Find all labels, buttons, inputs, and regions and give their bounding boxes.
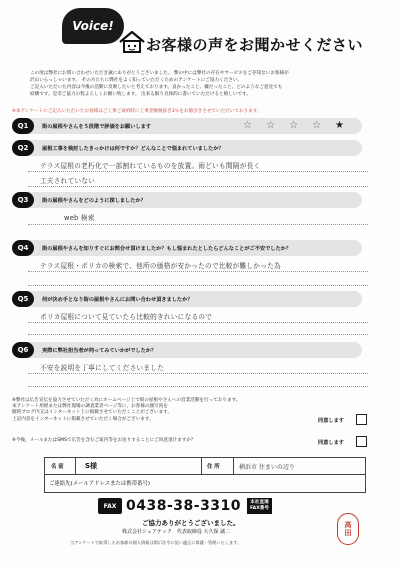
answer-q2-line-1: テラス屋根の老朽化で一部割れているものを放置。雨どいも間隔が長く: [40, 162, 261, 170]
fax-number: 0438-38-3310: [126, 498, 242, 514]
consent-text-2: ※今後、メールまたはSMSで広告を含むご案内等をお送りすることにご同意頂けますか？: [12, 438, 196, 443]
discount-notice: ※本アンケートにご記入いただいたお客様はご工事ご成約時に工事金額税抜き3％をお値引きさせていただいております。: [12, 109, 262, 114]
address-label: 住 所: [207, 464, 220, 470]
consent-line: ※弊社は広告宣伝を協力させていただく為にホームページ上で街の屋根やさんへの営業活動を行っております。: [12, 398, 241, 403]
fax-side-line: FAX番号: [250, 506, 269, 511]
answer-rule: [28, 334, 368, 335]
fax-side-label: [247, 498, 272, 514]
question-3: [12, 192, 362, 208]
star-icon[interactable]: ☆: [289, 120, 299, 131]
answer-rule: [28, 285, 368, 286]
agree-checkbox-2[interactable]: [356, 436, 367, 447]
question-text: 街の屋根やさんを５段階で評価をお願いします: [42, 123, 151, 130]
answer-rule: [28, 322, 368, 323]
consent-line: 上記内容をインターネットに掲載させていただく場合がございます。: [12, 416, 154, 422]
question-6: [12, 342, 362, 358]
answer-q6: 不安を説明を丁寧にしてくださいました: [40, 364, 165, 372]
question-number: Q2: [12, 140, 34, 156]
answer-rule: [28, 271, 368, 272]
answer-rule: [28, 171, 368, 172]
question-4: [12, 240, 362, 256]
star-icon-filled[interactable]: ★: [335, 120, 344, 131]
hanko-seal: [337, 513, 359, 545]
address-field[interactable]: 横浜市 住まいの辺り: [239, 464, 295, 471]
fax-side-line: 本社直通: [250, 500, 269, 505]
intro-line: 結構です。是非ご協力の程よろしくお願い致します。 出来る限り具体的に書いていただけると嬉しいです。: [30, 92, 251, 97]
consent-line: 本アンケート用紙または弊社現場の調査業者ページ等に、お客様の顔写真を: [12, 404, 168, 410]
contact-label: ご連絡先(メールアドレスまたは携帯番号): [49, 481, 150, 487]
fax-tag: FAX: [98, 498, 122, 514]
name-label: 名 前: [51, 464, 64, 470]
answer-q2-line-2: 工夫されていない: [40, 177, 96, 185]
question-number: Q3: [12, 192, 34, 208]
rating-stars[interactable]: [243, 120, 344, 132]
answer-q4: テラス屋根・ポリカの検索で、他所の価格が安かったので比較が難しかった為: [40, 262, 281, 270]
question-2: [12, 140, 362, 156]
star-icon[interactable]: ☆: [243, 120, 253, 131]
consent-text-1: [12, 398, 312, 423]
divider: [45, 474, 365, 475]
thanks-text: ご協力ありがとうございました。: [142, 519, 240, 527]
question-1: [12, 118, 362, 134]
question-number: Q4: [12, 240, 34, 256]
question-5: [12, 291, 362, 307]
question-number: Q6: [12, 342, 34, 358]
question-number: Q5: [12, 291, 34, 307]
answer-rule: [28, 386, 368, 387]
customer-info-box: [44, 457, 366, 493]
answer-q5: ポリカ屋根について見ていたら比較的きれいになるので: [40, 313, 213, 321]
divider: [201, 458, 202, 474]
agree-checkbox-1[interactable]: [356, 414, 367, 425]
intro-line: 沢山いらっしゃいます。 その方たちに弊社をよく知っていただくためのアンケートにご協力ください。: [30, 78, 243, 83]
agree-label: 同意します: [318, 440, 344, 446]
question-text: 屋根工事を検討したきっかけは何ですか？どんなことで悩まれていましたか？: [42, 145, 224, 152]
star-icon[interactable]: ☆: [266, 120, 276, 131]
intro-line: ご記入いただいた内容は今後の活動に反映したいと考えております。良かったこと、嫌だったこと、どのようなご意見でも: [30, 85, 283, 90]
question-text: 何が決め手となり街の屋根やさんにお問い合わせ頂きましたか？: [42, 296, 193, 303]
question-text: 実際に弊社担当者が伺ってみていかがでしたか？: [42, 347, 157, 354]
question-text: 街の屋根やさんをどのように探しましたか？: [42, 197, 146, 204]
divider: [75, 458, 76, 474]
seal-char: 高: [344, 521, 352, 529]
agree-label: 同意します: [318, 418, 344, 424]
answer-q3: web 検索: [64, 214, 95, 222]
question-text: 街の屋根やさんを知りすぐにお問合せ頂けましたか？もし悩まれたとしたらどんなことがご不安でしたか？: [42, 245, 292, 252]
page-title: お客様の声をお聞かせください: [146, 36, 364, 54]
seal-char: 田: [344, 529, 352, 537]
question-number: Q1: [12, 118, 34, 134]
intro-line: この度は弊社にお問い合わせいただき誠にありがとうございました。 弊の中には弊社の存在やサービスをご存知ないお客様が: [30, 71, 289, 76]
consent-line: 随時ブログ内又はインターネット上に掲載させていただくことがございます。: [12, 410, 173, 416]
voice-badge: Voice!: [62, 8, 124, 44]
answer-rule: [28, 224, 368, 225]
house-icon: [118, 30, 146, 54]
answer-rule: [28, 373, 368, 374]
privacy-note: 当アンケートで取得したお客様の個人情報は開示法令に従い適正に保護・管理いたします。: [70, 540, 242, 545]
answer-rule: [28, 186, 368, 187]
intro-text: [30, 70, 375, 98]
divider: [233, 458, 234, 474]
star-icon[interactable]: ☆: [312, 120, 322, 131]
fax-row: [98, 497, 272, 515]
company-name: 株式会社シェアテック 代表取締役 大久保 誠二: [122, 529, 231, 535]
name-field[interactable]: S様: [85, 462, 98, 470]
